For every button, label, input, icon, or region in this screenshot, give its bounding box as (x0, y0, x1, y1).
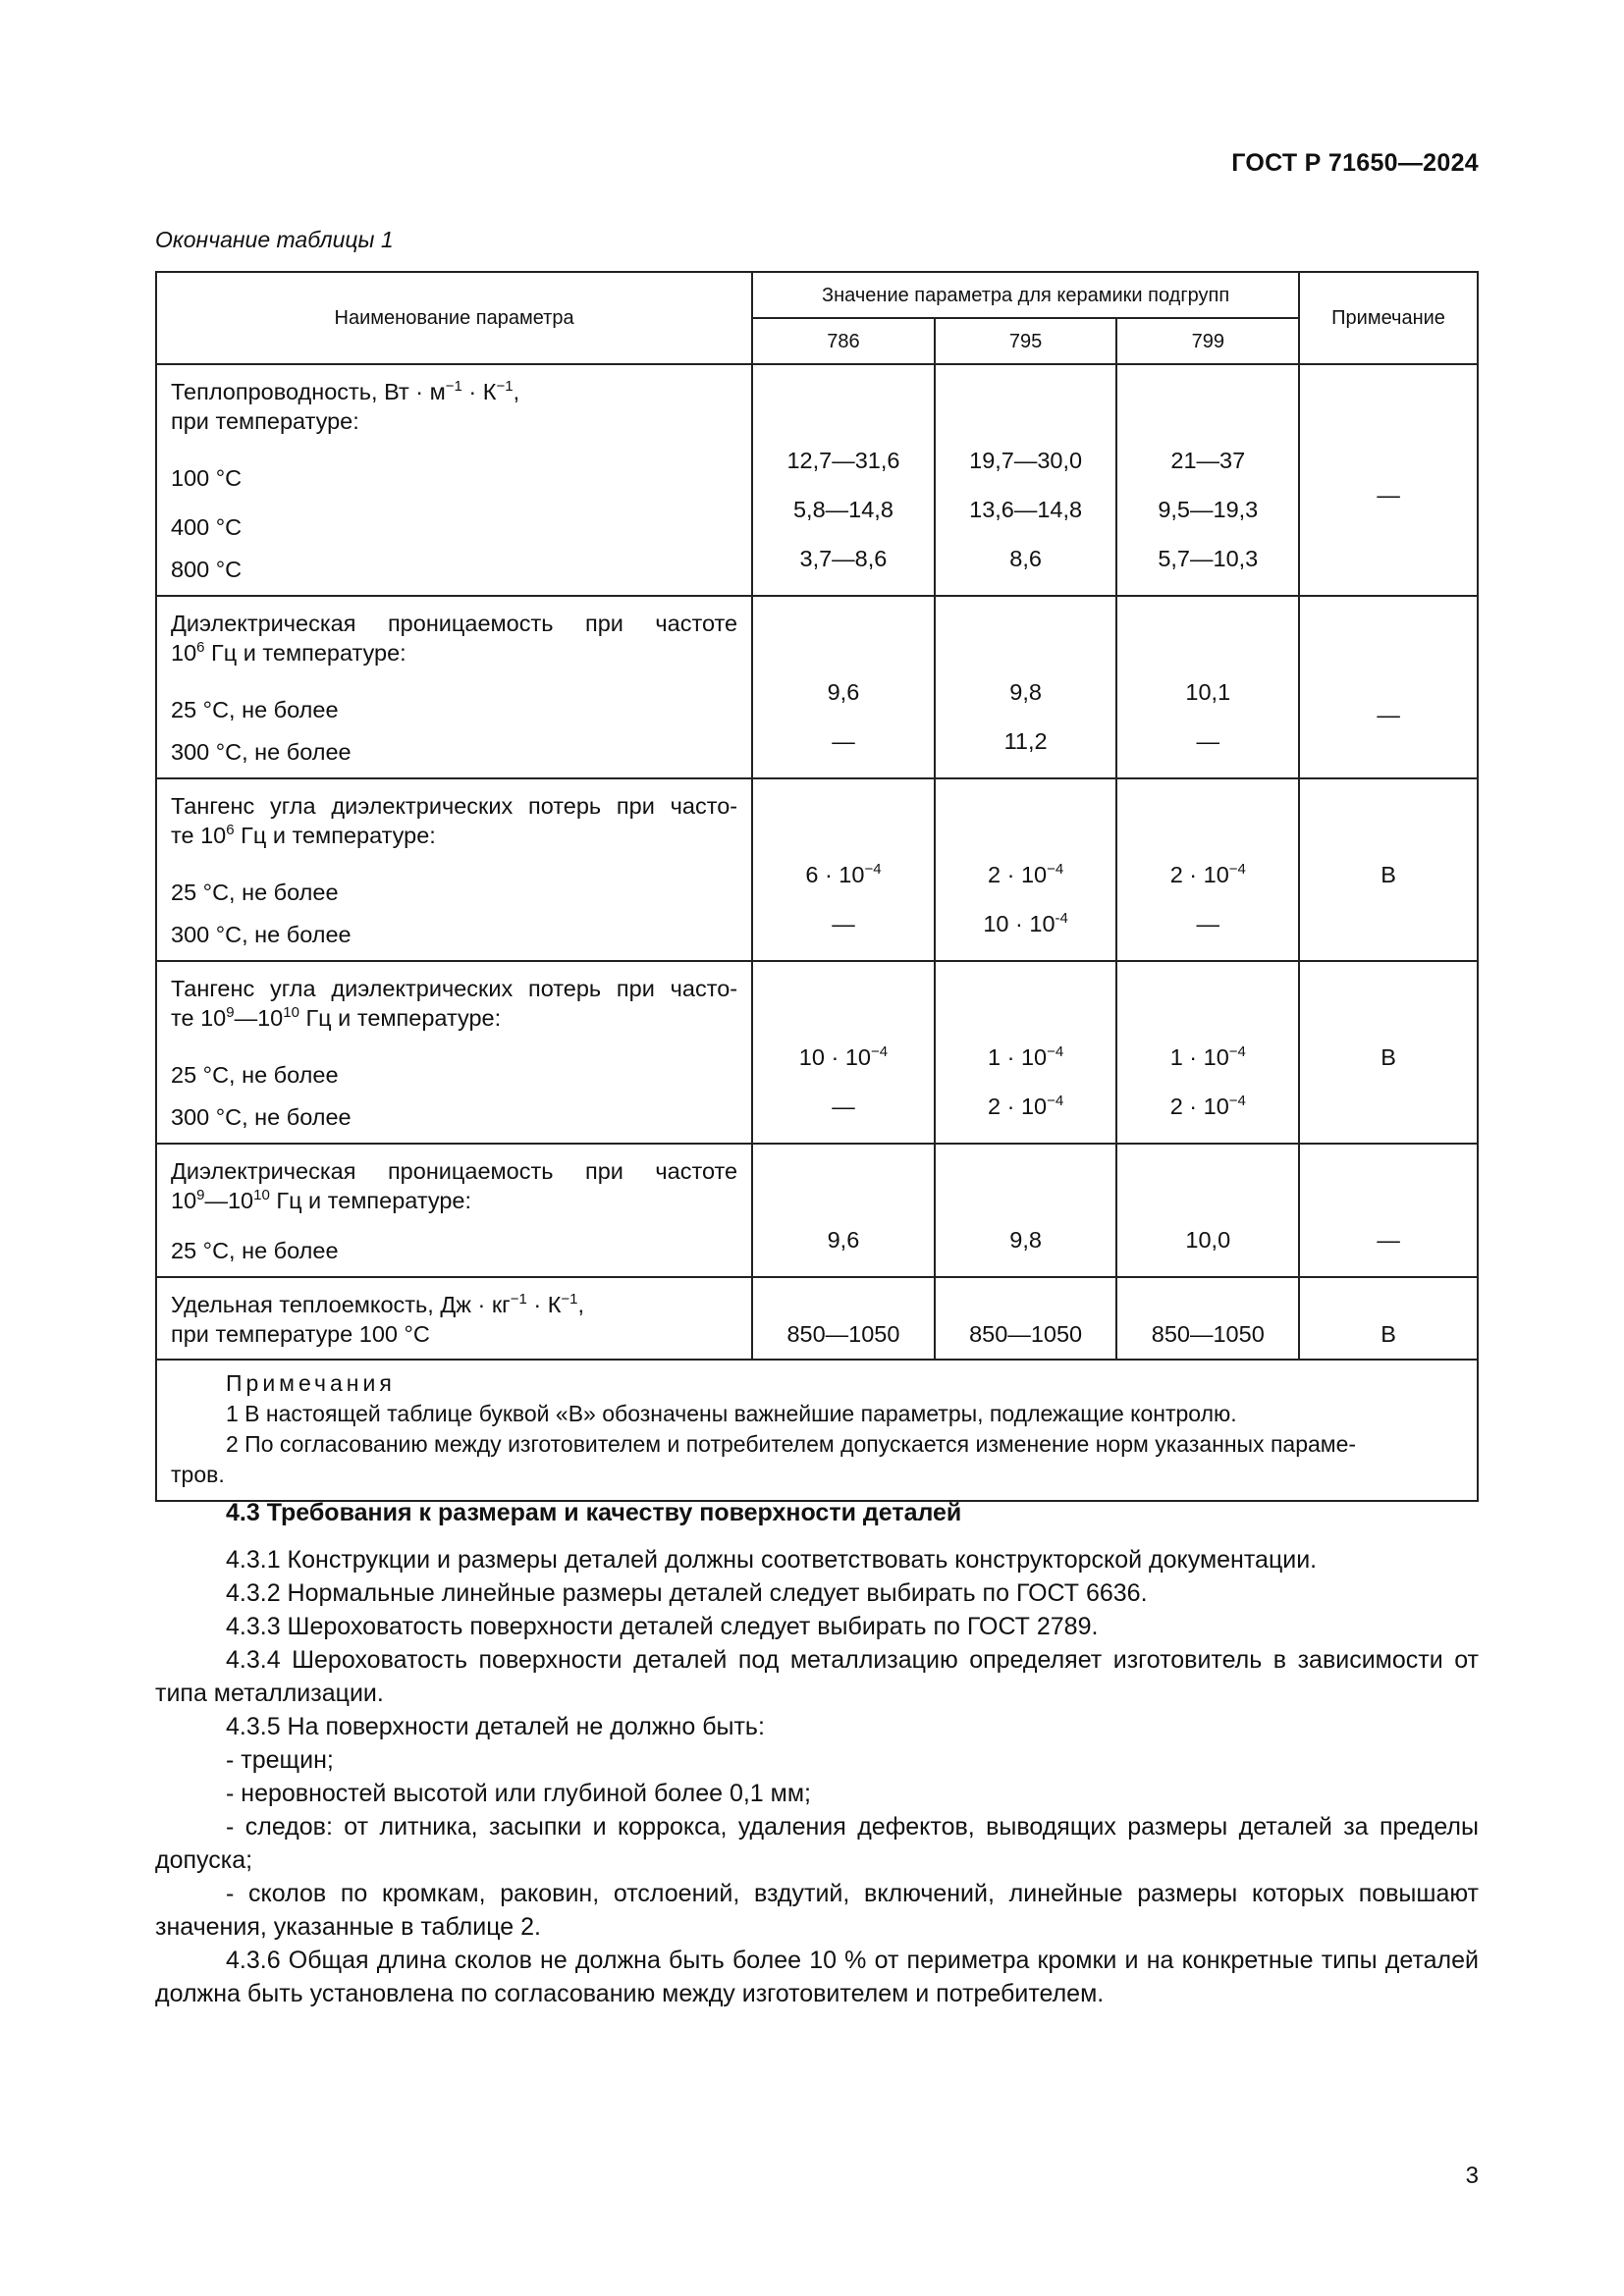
paragraph: 4.3.3 Шероховатость поверхности деталей следует выбирать по ГОСТ 2789. (226, 1613, 1099, 1640)
parameters-table (155, 271, 1479, 1502)
param-name: Тангенс угла диэлектрических потерь при часто- те $10^6$ Гц и температуре: 25 °С, не более 300 °С, не более (156, 778, 752, 961)
note-cell: — (1299, 364, 1478, 596)
paragraph: 4.3.4 Шероховатость поверхности деталей под металлизацию определяет изготовитель в зависимости от типа металлизации. (155, 1646, 1479, 1707)
paragraph: 4.3.5 На поверхности деталей не должно быть: (226, 1713, 765, 1740)
value-799: 10,0 (1116, 1144, 1299, 1277)
paragraph: 4.3.6 Общая длина сколов не должна быть более 10 % от периметра кромки и на конкретные типы деталей должна быть установлена по согласованию между изготовителем и потребителем. (155, 1947, 1479, 2007)
note-1: 1 В настоящей таблице буквой «В» обозначены важнейшие параметры, подлежащие контролю. (226, 1401, 1237, 1426)
value-799: 10,1 — (1116, 596, 1299, 778)
note-2-cont: тров. (171, 1462, 225, 1487)
header-note: Примечание (1299, 272, 1478, 364)
value-795: 9,8 11,2 (935, 596, 1117, 778)
list-item: - неровностей высотой или глубиной более 0,1 мм; (226, 1780, 811, 1807)
paragraph: 4.3.2 Нормальные линейные размеры деталей следует выбирать по ГОСТ 6636. (226, 1579, 1148, 1607)
table-row (156, 364, 1478, 596)
notes-title: Примечания (226, 1370, 396, 1396)
list-item: - следов: от литника, засыпки и коррокса, удаления дефектов, выводящих размеры деталей за пределы допуска; (155, 1813, 1479, 1874)
note-cell: В (1299, 1277, 1478, 1360)
value-786: 9,6 (752, 1144, 935, 1277)
table-notes (156, 1360, 1478, 1501)
header-subgroup-795: 795 (935, 318, 1117, 364)
table-row (156, 1277, 1478, 1360)
table-row (156, 961, 1478, 1144)
value-786: 9,6 — (752, 596, 935, 778)
section-heading: 4.3 Требования к размерам и качеству поверхности деталей (226, 1499, 962, 1526)
param-name: Тангенс угла диэлектрических потерь при часто- те $10^9—10^{10}$ Гц и температуре: 25 °С, не более 300 °С, не более (156, 961, 752, 1144)
note-cell: В (1299, 778, 1478, 961)
value-786: 12,7—31,6 5,8—14,8 3,7—8,6 (752, 364, 935, 596)
table-row (156, 1144, 1478, 1277)
page-number: 3 (1465, 2163, 1479, 2189)
document-id: ГОСТ Р 71650—2024 (1231, 149, 1479, 177)
value-795: 850—1050 (935, 1277, 1117, 1360)
header-subgroup-786: 786 (752, 318, 935, 364)
table-notes-row (156, 1360, 1478, 1501)
table-row (156, 596, 1478, 778)
header-param: Наименование параметра (156, 272, 752, 364)
value-795: 9,8 (935, 1144, 1117, 1277)
table-caption: Окончание таблицы 1 (155, 227, 394, 252)
value-795: $2 \cdot 10^{-4}$ $10 \cdot 10^{-4}$ (935, 778, 1117, 961)
section-4-3 (155, 1496, 1479, 2010)
table-row (156, 778, 1478, 961)
note-cell: — (1299, 1144, 1478, 1277)
param-name: Диэлектрическая проницаемость при частоте $10^6$ Гц и температуре: 25 °С, не более 300 °С, не более (156, 596, 752, 778)
value-795: $1 \cdot 10^{-4}$ $2 \cdot 10^{-4}$ (935, 961, 1117, 1144)
list-item: - сколов по кромкам, раковин, отслоений, вздутий, включений, линейные размеры которых повышают значения, указанные в таблице 2. (155, 1880, 1479, 1941)
value-795: 19,7—30,0 13,6—14,8 8,6 (935, 364, 1117, 596)
note-cell: В (1299, 961, 1478, 1144)
value-786: 850—1050 (752, 1277, 935, 1360)
paragraph: 4.3.1 Конструкции и размеры деталей должны соответствовать конструкторской документации. (226, 1546, 1318, 1574)
value-799: 21—37 9,5—19,3 5,7—10,3 (1116, 364, 1299, 596)
header-subgroup-799: 799 (1116, 318, 1299, 364)
value-799: 850—1050 (1116, 1277, 1299, 1360)
param-name: Удельная теплоемкость, Дж · $кг^{-1} \cdot К^{-1}$, при температуре 100 °С (156, 1277, 752, 1360)
list-item: - трещин; (226, 1746, 334, 1774)
param-name: Теплопроводность, Вт · $м^{-1} \cdot К^{-1}$, при температуре: 100 °С 400 °С 800 °С (156, 364, 752, 596)
value-786: $6 \cdot 10^{-4}$ — (752, 778, 935, 961)
header-group: Значение параметра для керамики подгрупп (752, 272, 1299, 318)
note-2: 2 По согласованию между изготовителем и потребителем допускается изменение норм указанных параме- (226, 1431, 1357, 1457)
value-786: $10 \cdot 10^{-4}$ — (752, 961, 935, 1144)
note-cell: — (1299, 596, 1478, 778)
value-799: $2 \cdot 10^{-4}$ — (1116, 778, 1299, 961)
param-name: Диэлектрическая проницаемость при частоте $10^9—10^{10}$ Гц и температуре: 25 °С, не более (156, 1144, 752, 1277)
value-799: $1 \cdot 10^{-4}$ $2 \cdot 10^{-4}$ (1116, 961, 1299, 1144)
